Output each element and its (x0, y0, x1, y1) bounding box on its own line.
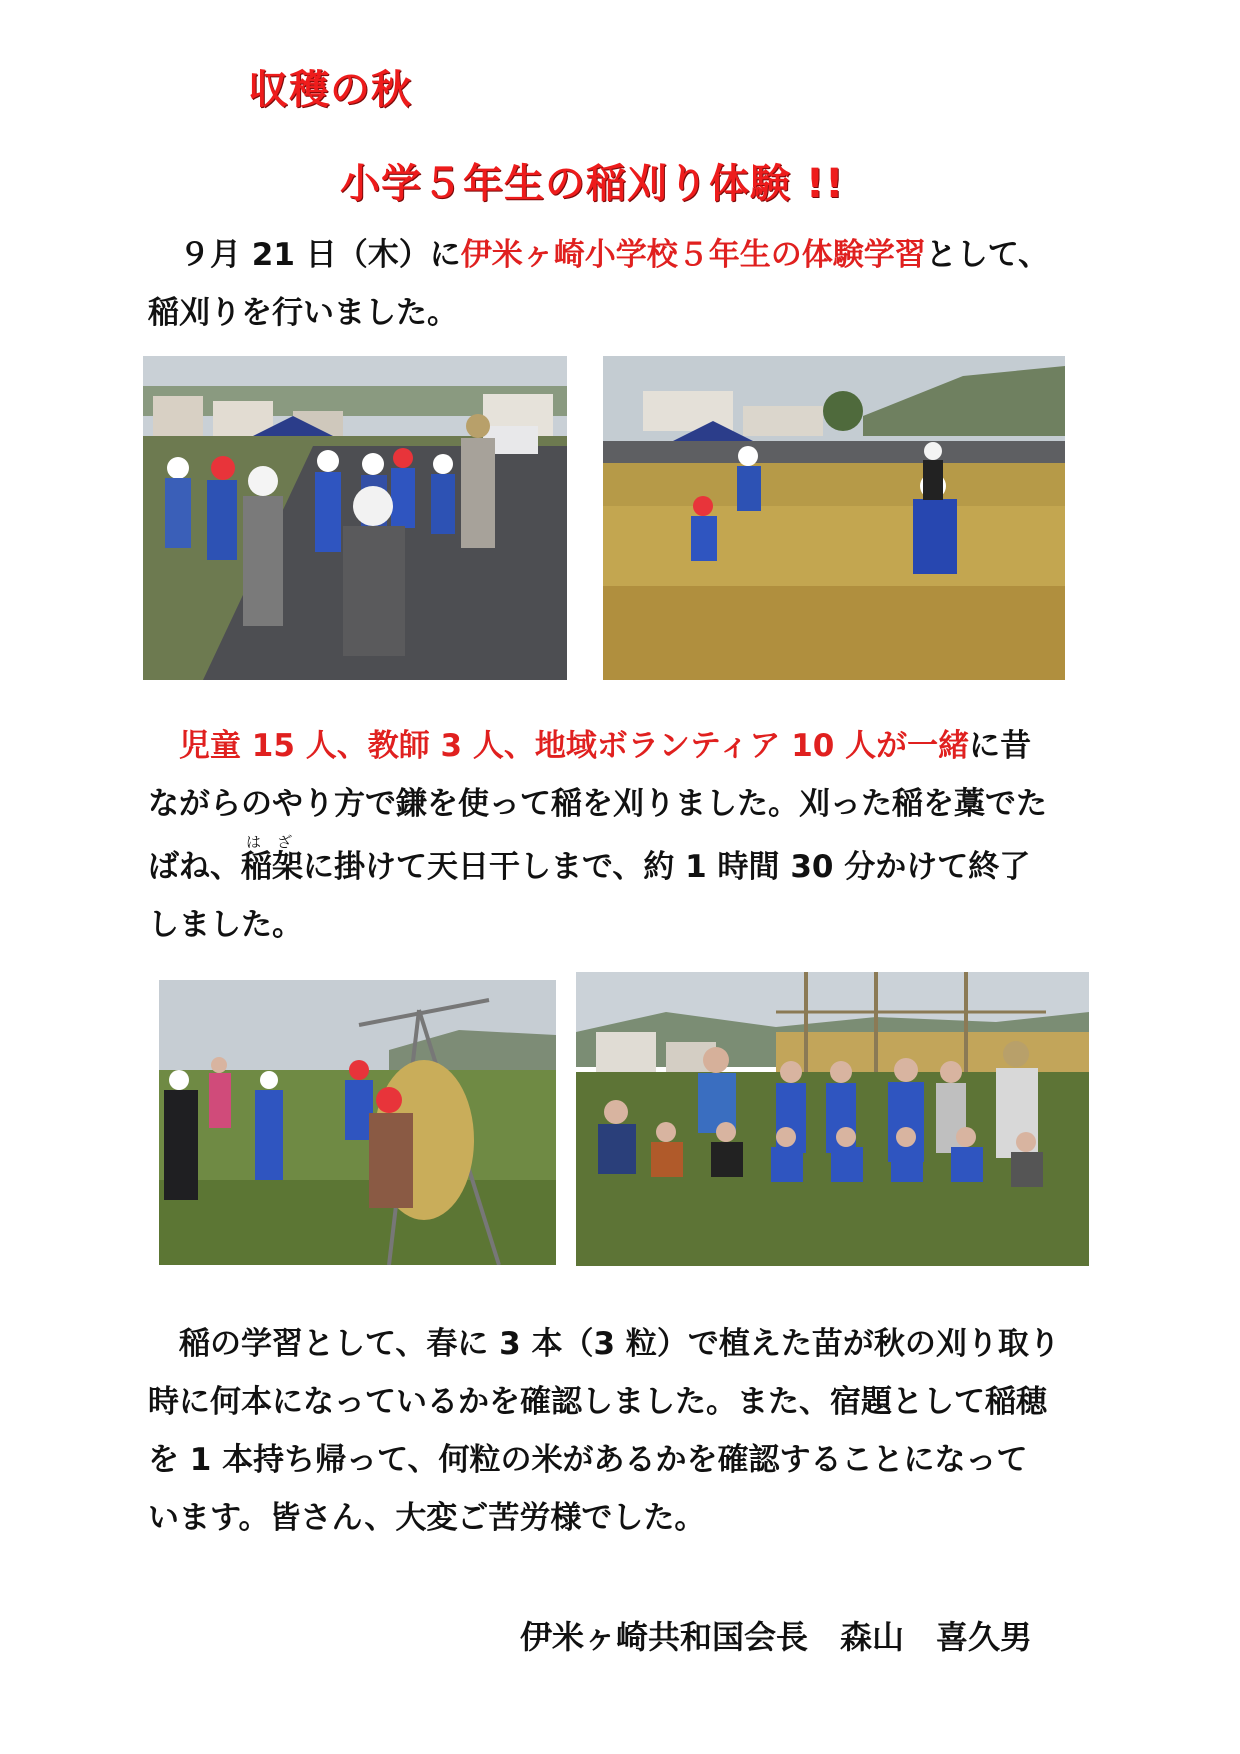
intro-rest: として、 (925, 237, 1050, 273)
learning-line-2: 時に何本になっているかを確認しました。また、宿題として稲穂 (148, 1384, 1047, 1420)
photo-hanging-rice (159, 980, 556, 1265)
intro-line-2: 稲刈りを行いました。 (148, 295, 458, 331)
intro-date: ９月 21 日（木）に (179, 237, 461, 273)
photo-group-in-front-of-hasa-icon (576, 972, 1089, 1266)
signature: 伊米ヶ崎共和国会長 森山 喜久男 (520, 1618, 1033, 1656)
page-title: 収穫の秋 (248, 67, 412, 113)
photo-children-gathering (143, 356, 567, 680)
intro-highlight: 伊米ヶ崎小学校５年生の体験学習 (460, 237, 926, 273)
participants-highlight: 児童 15 人、教師 3 人、地域ボランティア 10 人が一緒 (179, 728, 970, 764)
photo-children-harvesting-rice-icon (603, 356, 1065, 680)
page-subtitle: 小学５年生の稲刈り体験 !! (340, 161, 845, 207)
hasa-ruby-reading: はざ (241, 833, 303, 851)
learning-paragraph (148, 1315, 1148, 1547)
learning-line-1-text: 稲の学習として、春に 3 本（3 粒）で植えた苗が秋の刈り取り (179, 1326, 1060, 1362)
photo-children-harvesting (603, 356, 1065, 680)
participants-line-3 (148, 833, 1148, 896)
photo-group (576, 972, 1089, 1266)
intro-paragraph (148, 226, 1148, 342)
participants-line-2: ながらのやり方で鎌を使って稲を刈りました。刈った稲を藁でた (148, 786, 1047, 822)
learning-line-4: います。皆さん、大変ご苦労様でした。 (148, 1500, 706, 1536)
photo-hanging-rice-on-frame-icon (159, 980, 556, 1265)
participants-line-3-post: に掛けて天日干しまで、約 1 時間 30 分かけて終了 (303, 849, 1031, 885)
hasa-ruby-base: 稲架 (241, 849, 303, 885)
photo-children-gathering-on-road-icon (143, 356, 567, 680)
learning-line-1 (148, 1315, 1148, 1373)
participants-paragraph (148, 717, 1148, 954)
hasa-ruby (241, 833, 303, 885)
intro-line-1 (148, 226, 1148, 284)
participants-line-1 (148, 717, 1148, 775)
participants-line-3-pre: ばね、 (148, 849, 241, 885)
participants-rest: に昔 (969, 728, 1032, 764)
participants-line-4: しました。 (148, 907, 303, 943)
learning-line-3: を 1 本持ち帰って、何粒の米があるかを確認することになって (148, 1442, 1028, 1478)
